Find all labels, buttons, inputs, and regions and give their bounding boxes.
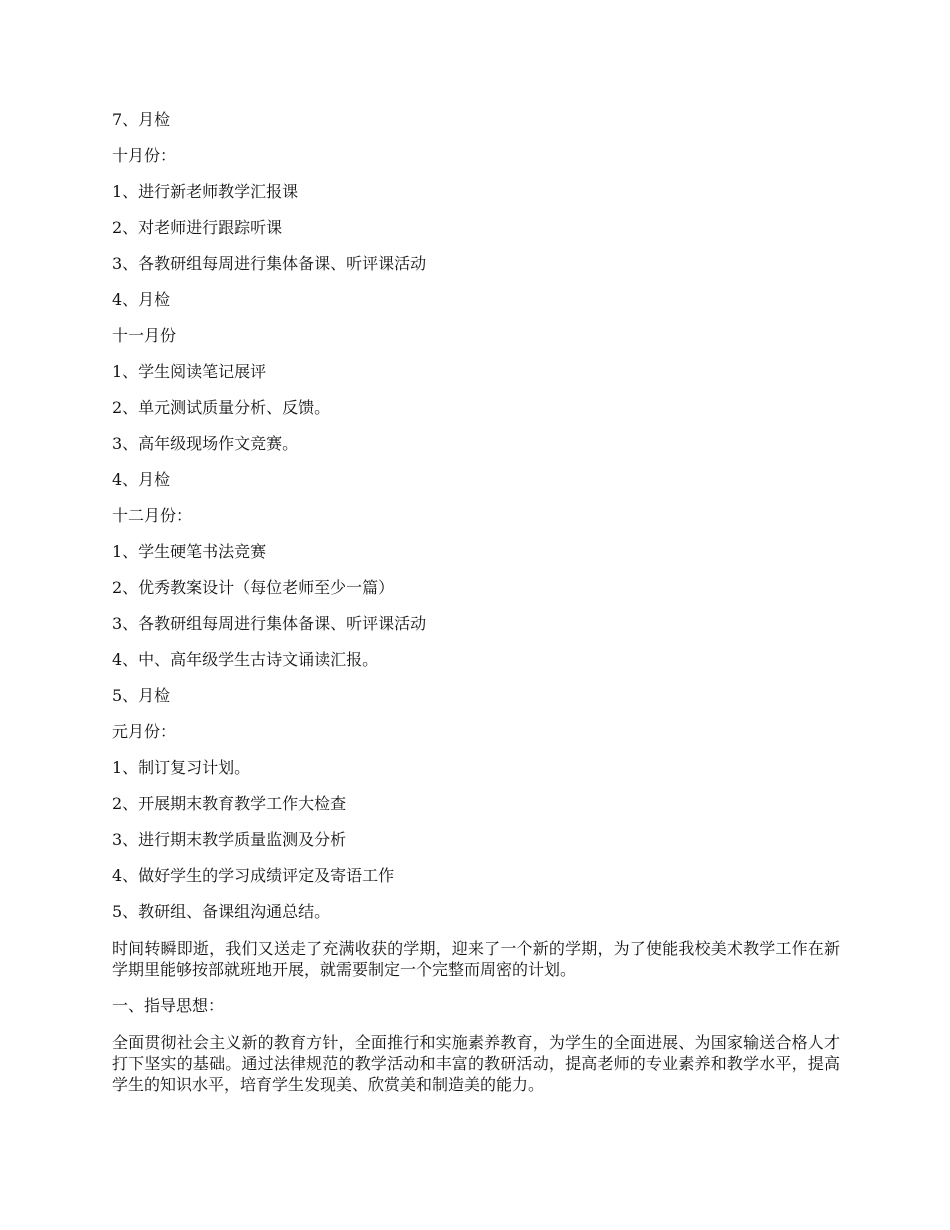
text-line: 3、各教研组每周进行集体备课、听评课活动 [112,614,427,633]
text-line: 3、高年级现场作文竞赛。 [112,434,299,453]
text-line: 4、中、高年级学生古诗文诵读汇报。 [112,650,379,669]
text-line: 5、月检 [112,686,171,705]
text-line: 3、进行期末教学质量监测及分析 [112,830,347,849]
text-line: 4、月检 [112,470,171,489]
text-line: 3、各教研组每周进行集体备课、听评课活动 [112,254,427,273]
month-heading-january: 元月份： [112,722,177,741]
text-line: 1、进行新老师教学汇报课 [112,182,299,201]
text-line: 1、制订复习计划。 [112,758,251,777]
intro-paragraph: 时间转瞬即逝，我们又送走了充满收获的学期，迎来了一个新的学期，为了使能我校美术教学工作在新学期里能够按部就班地开展，就需要制定一个完整而周密的计划。 [112,939,840,979]
text-line: 2、单元测试质量分析、反馈。 [112,398,331,417]
guiding-paragraph: 全面贯彻社会主义新的教育方针，全面推行和实施素养教育，为学生的全面进展、为国家输送合格人才打下坚实的基础。通过法律规范的教学活动和丰富的教研活动，提高老师的专业素养和教学水平，提高学生的知识水平，培育学生发现美、欣赏美和制造美的能力。 [112,1033,840,1094]
text-line: 5、教研组、备课组沟通总结。 [112,902,331,921]
text-line: 1、学生阅读笔记展评 [112,362,267,381]
month-heading-november: 十一月份 [112,326,177,345]
document-page [112,110,840,1111]
text-line: 4、做好学生的学习成绩评定及寄语工作 [112,866,395,885]
text-line: 2、优秀教案设计（每位老师至少一篇） [112,578,395,597]
text-line: 2、对老师进行跟踪听课 [112,218,283,237]
text-line: 1、学生硬笔书法竞赛 [112,542,267,561]
section-heading: 一、指导思想： [112,996,225,1015]
text-line: 4、月检 [112,290,171,309]
month-heading-december: 十二月份： [112,506,193,525]
month-heading-october: 十月份： [112,146,177,165]
text-line: 7、月检 [112,110,171,129]
text-line: 2、开展期末教育教学工作大检查 [112,794,347,813]
